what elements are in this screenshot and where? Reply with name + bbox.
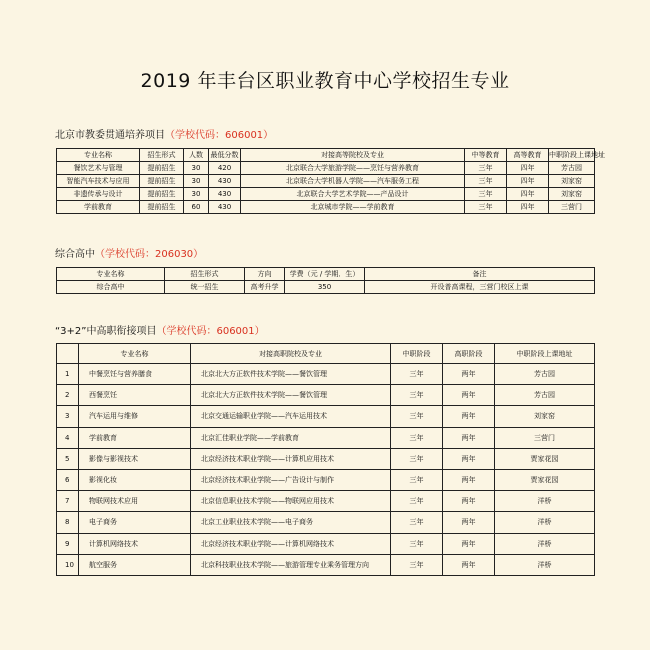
section1-heading [55,126,273,141]
section2-header-cell: 学费（元 / 学期．生） [285,268,365,281]
table-cell: 北京城市学院——学前教育 [241,201,465,214]
table-cell: 北京北大方正软件技术学院——餐饮管理 [191,364,391,385]
table-row [57,385,595,406]
table-cell: 两年 [443,533,495,554]
table-cell: 北京科技职业技术学院——旅游管理专业乘务管理方向 [191,554,391,575]
table-cell: 四年 [507,188,549,201]
table-cell: 芳古园 [495,364,595,385]
table-cell: 两年 [443,406,495,427]
table-row [57,512,595,533]
section2-heading-text: 综合高中 [55,249,95,260]
table-cell: 北京北大方正软件技术学院——餐饮管理 [191,385,391,406]
table-cell: 430 [209,201,241,214]
section3-header-cell: 高职阶段 [443,344,495,364]
section3-table-body [57,364,595,576]
table-cell: 两年 [443,448,495,469]
table-cell: 西餐烹饪 [79,385,191,406]
table-cell: 智能汽车技术与应用 [57,175,140,188]
table-row [57,201,595,214]
table-row [57,491,595,512]
section3-table [56,343,595,576]
table-cell: 两年 [443,385,495,406]
table-cell: 北京汇佳职业学院——学前教育 [191,427,391,448]
table-cell: 7 [57,491,79,512]
table-cell: 2 [57,385,79,406]
section1-header-cell: 最低分数 [209,149,241,162]
table-cell: 三营门 [495,427,595,448]
table-cell: 三年 [391,533,443,554]
table-cell: 物联网技术应用 [79,491,191,512]
table-row [57,175,595,188]
table-cell: 60 [184,201,209,214]
table-cell: 三年 [391,406,443,427]
table-cell: 高考升学 [245,281,285,294]
table-cell: 30 [184,188,209,201]
section1-header-cell: 中职阶段上课地址 [549,149,595,162]
table-cell: 8 [57,512,79,533]
table-cell: 洋桥 [495,491,595,512]
section1-header-row [57,149,595,162]
table-row [57,533,595,554]
section3-heading [55,322,265,337]
section1-header-cell: 高等教育 [507,149,549,162]
section2-header-cell: 备注 [365,268,595,281]
table-cell: 餐饮艺术与管理 [57,162,140,175]
section2-table [56,267,595,294]
table-cell: 提前招生 [140,175,184,188]
table-row [57,188,595,201]
table-cell: 洋桥 [495,554,595,575]
table-cell: 三年 [391,427,443,448]
table-cell: 提前招生 [140,188,184,201]
table-cell: 两年 [443,427,495,448]
table-cell: 三年 [465,188,507,201]
table-cell: 两年 [443,469,495,490]
section1-heading-text: 北京市教委贯通培养项目 [55,130,165,141]
section1-school-code: （学校代码：606001） [165,130,274,141]
table-cell: 三年 [465,162,507,175]
table-cell: 开设普高课程，三营门校区上课 [365,281,595,294]
table-cell: 两年 [443,554,495,575]
table-cell: 综合高中 [57,281,165,294]
table-cell: 430 [209,175,241,188]
table-row [57,406,595,427]
table-row [57,281,595,294]
table-cell: 5 [57,448,79,469]
section3-heading-text: “3+2”中高职衔接项目 [55,326,157,337]
table-cell: 10 [57,554,79,575]
table-cell: 影视化妆 [79,469,191,490]
table-cell: 提前招生 [140,162,184,175]
table-cell: 9 [57,533,79,554]
section1-header-cell: 招生形式 [140,149,184,162]
table-cell: 北京工业职业技术学院——电子商务 [191,512,391,533]
table-row [57,427,595,448]
table-cell: 两年 [443,364,495,385]
table-cell: 洋桥 [495,512,595,533]
table-row [57,364,595,385]
section2-header-cell: 招生形式 [165,268,245,281]
table-cell: 3 [57,406,79,427]
section2-header-cell: 方向 [245,268,285,281]
table-cell: 430 [209,188,241,201]
section3-school-code: （学校代码：606001） [156,326,265,337]
table-cell: 三年 [465,175,507,188]
table-cell: 贾家花园 [495,469,595,490]
table-cell: 30 [184,175,209,188]
section1-header-cell: 人数 [184,149,209,162]
table-cell: 影像与影视技术 [79,448,191,469]
section1-header-cell: 对接高等院校及专业 [241,149,465,162]
section2-header-row [57,268,595,281]
table-cell: 北京经济技术职业学院——广告设计与制作 [191,469,391,490]
table-cell: 计算机网络技术 [79,533,191,554]
table-cell: 非遗传承与设计 [57,188,140,201]
table-cell: 芳古园 [495,385,595,406]
table-cell: 四年 [507,175,549,188]
table-cell: 三年 [391,554,443,575]
table-cell: 30 [184,162,209,175]
table-cell: 贾家花园 [495,448,595,469]
table-cell: 350 [285,281,365,294]
table-cell: 芳古园 [549,162,595,175]
table-cell: 三年 [391,448,443,469]
section1-table [56,148,605,214]
section3-header-row [57,344,595,364]
table-cell: 北京联合大学艺术学院——产品设计 [241,188,465,201]
table-cell: 4 [57,427,79,448]
table-cell: 北京经济技术职业学院——计算机应用技术 [191,448,391,469]
table-cell: 中餐烹饪与营养膳食 [79,364,191,385]
section2-table-body [57,281,595,294]
section1-header-cell: 中等教育 [465,149,507,162]
table-cell: 刘家窑 [549,175,595,188]
table-cell: 三年 [465,201,507,214]
table-cell: 洋桥 [495,533,595,554]
table-cell: 汽车运用与维修 [79,406,191,427]
section1-header-cell: 专业名称 [57,149,140,162]
table-row [57,448,595,469]
table-cell: 三年 [391,385,443,406]
table-row [57,554,595,575]
table-row [57,162,595,175]
table-cell: 统一招生 [165,281,245,294]
table-cell: 北京经济技术职业学院——计算机网络技术 [191,533,391,554]
section2-header-cell: 专业名称 [57,268,165,281]
table-cell: 北京联合大学机器人学院——汽车服务工程 [241,175,465,188]
table-cell: 航空服务 [79,554,191,575]
table-cell: 两年 [443,491,495,512]
section3-header-cell: 中职阶段上课地址 [495,344,595,364]
table-cell: 三营门 [549,201,595,214]
section3-header-cell: 专业名称 [79,344,191,364]
table-cell: 四年 [507,201,549,214]
table-cell: 三年 [391,512,443,533]
table-cell: 420 [209,162,241,175]
page-title: 2019 年丰台区职业教育中心学校招生专业 [140,70,510,92]
table-cell: 刘家窑 [549,188,595,201]
table-cell: 北京联合大学旅游学院——烹饪与营养教育 [241,162,465,175]
table-cell: 电子商务 [79,512,191,533]
section3-header-cell: 对接高职院校及专业 [191,344,391,364]
table-cell: 北京信息职业技术学院——物联网应用技术 [191,491,391,512]
table-cell: 提前招生 [140,201,184,214]
table-cell: 刘家窑 [495,406,595,427]
table-cell: 学前教育 [57,201,140,214]
table-cell: 北京交通运输职业学院——汽车运用技术 [191,406,391,427]
section3-header-cell: 中职阶段 [391,344,443,364]
section3-header-cell [57,344,79,364]
section1-table-body [57,162,595,214]
table-cell: 1 [57,364,79,385]
section2-school-code: （学校代码：206030） [95,249,204,260]
table-cell: 6 [57,469,79,490]
table-row [57,469,595,490]
table-cell: 三年 [391,364,443,385]
table-cell: 三年 [391,491,443,512]
table-cell: 学前教育 [79,427,191,448]
table-cell: 两年 [443,512,495,533]
table-cell: 四年 [507,162,549,175]
table-cell: 三年 [391,469,443,490]
section2-heading [55,245,203,260]
